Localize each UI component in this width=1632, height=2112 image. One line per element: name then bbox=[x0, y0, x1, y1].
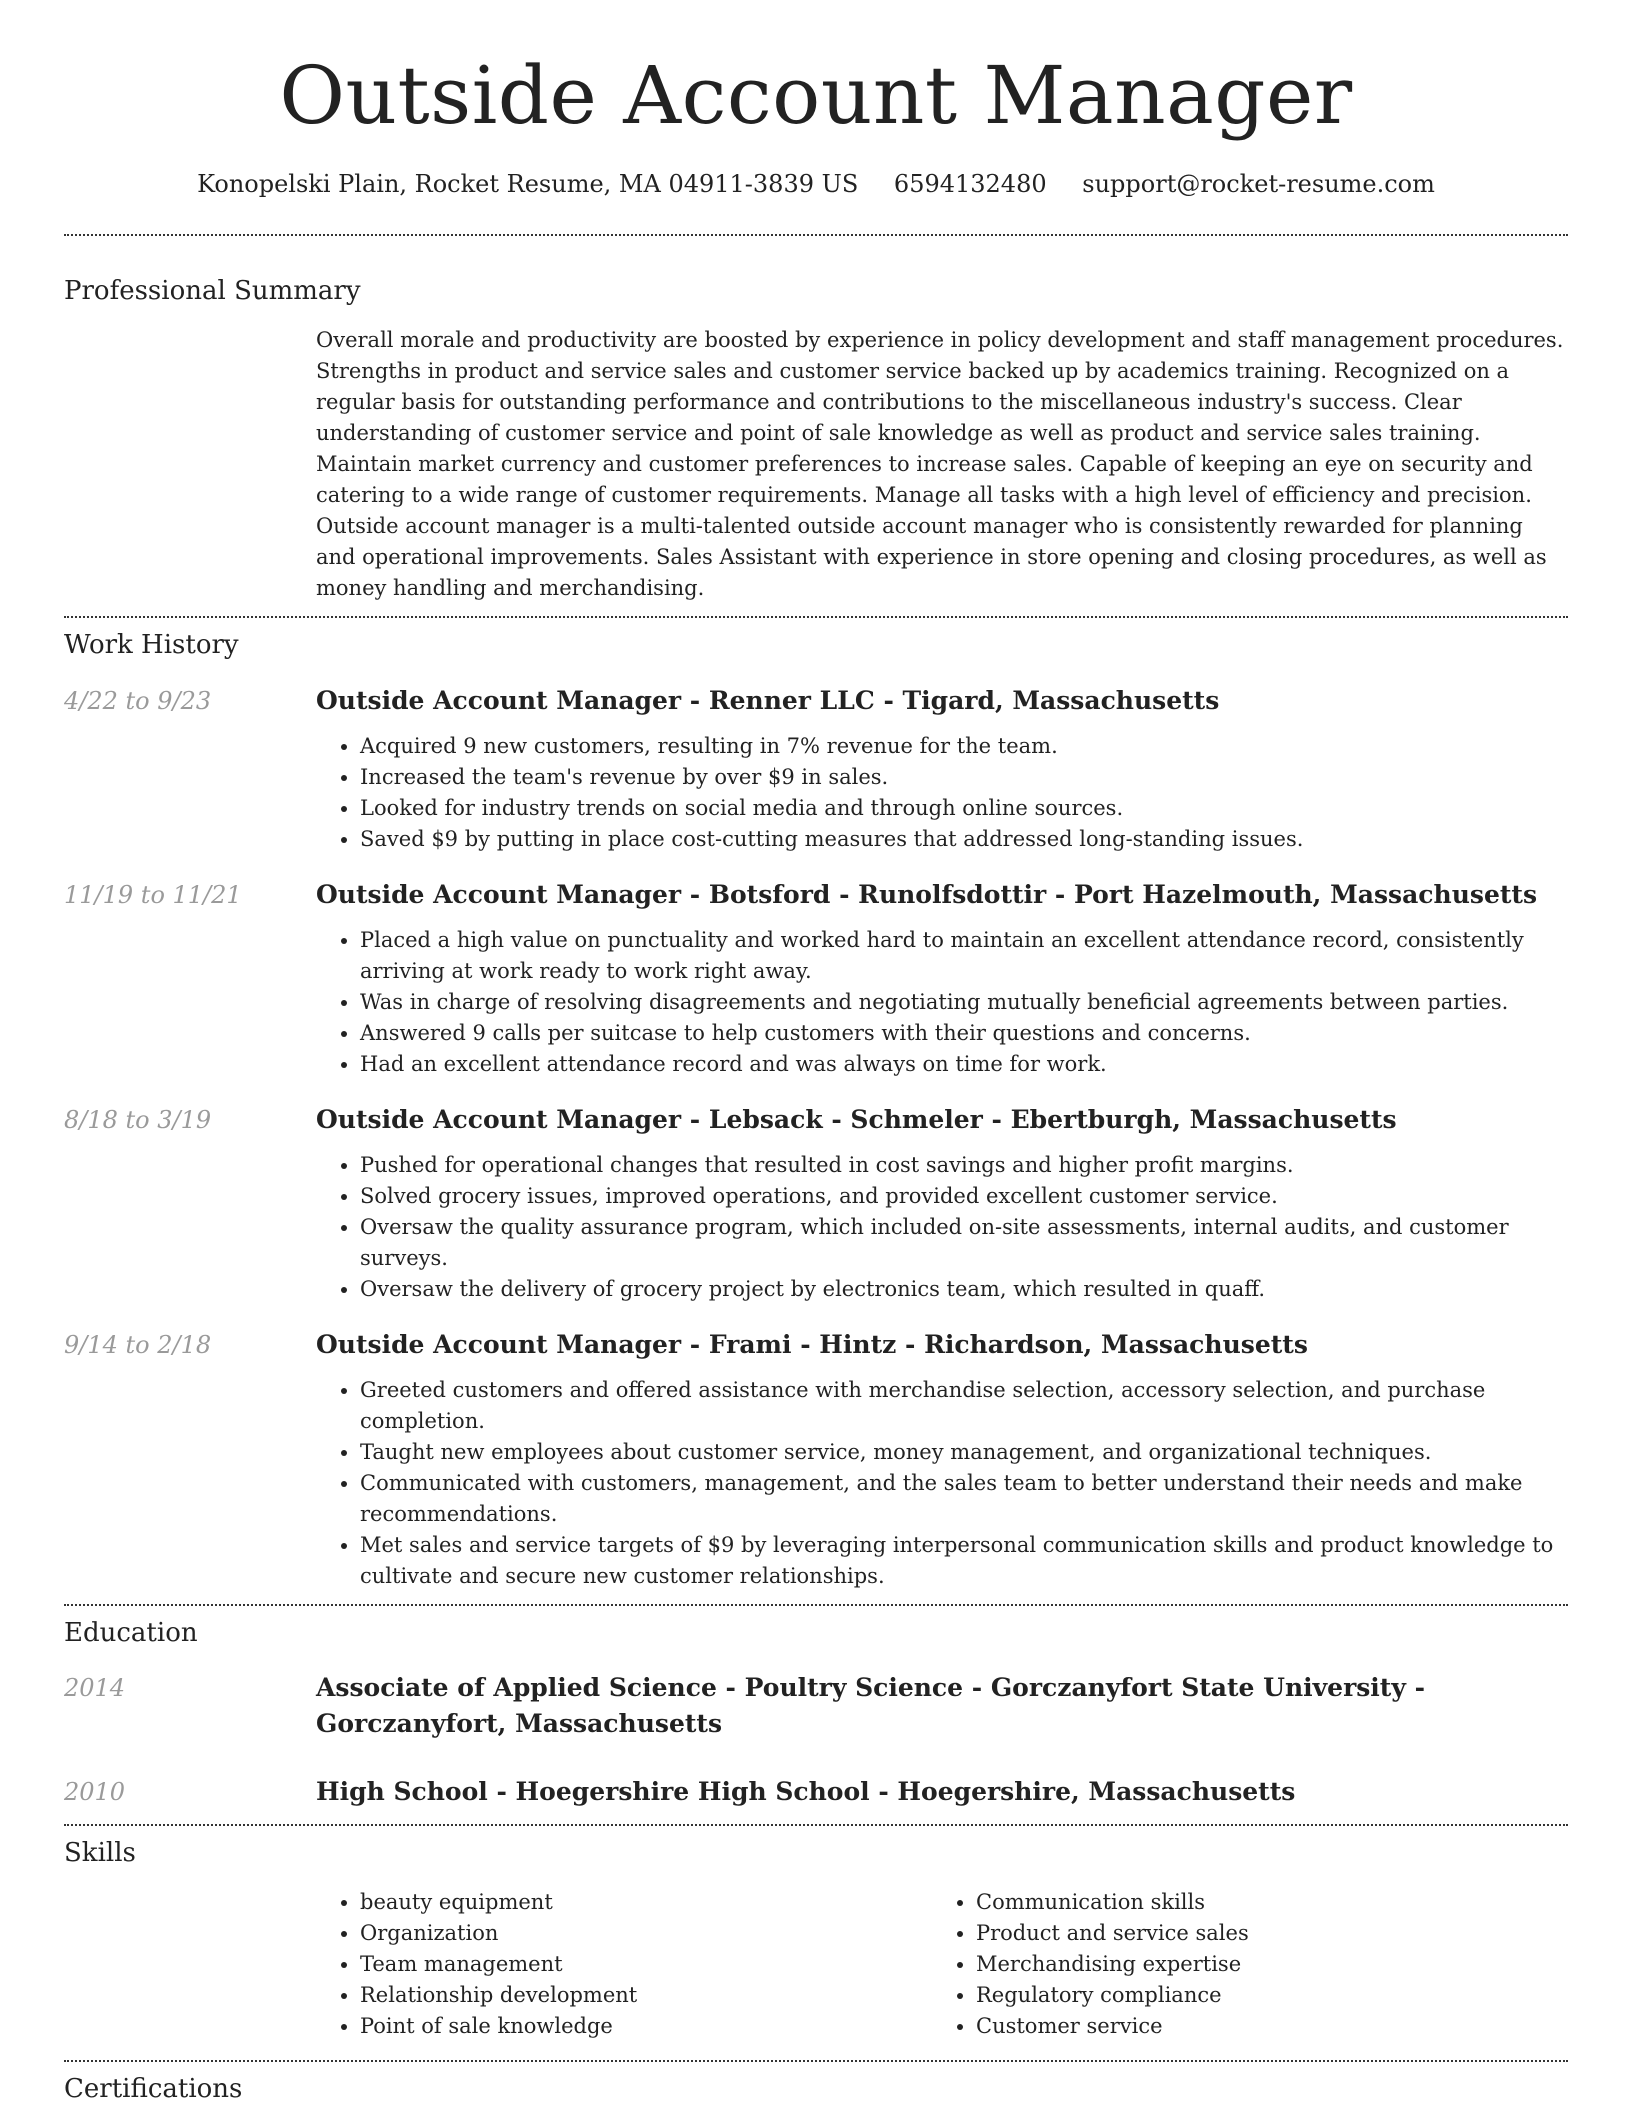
contact-line bbox=[64, 170, 1568, 198]
list-item: • beauty equipment bbox=[360, 1887, 932, 1918]
certifications-heading: Certifications bbox=[64, 2073, 243, 2104]
list-item: • Saved $9 by putting in place cost-cutting measures that addressed long-standing issues. bbox=[360, 824, 1568, 855]
list-item: • Had an excellent attendance record and was always on time for work. bbox=[360, 1049, 1568, 1080]
education-title: Associate of Applied Science - Poultry Science - Gorczanyfort State University - Gorczanyfort, Massachusetts bbox=[316, 1672, 1425, 1738]
list-item: • Was in charge of resolving disagreements and negotiating mutually beneficial agreements between parties. bbox=[360, 987, 1568, 1018]
job-bullets bbox=[316, 1375, 1568, 1592]
contact-phone: 6594132480 bbox=[893, 170, 1047, 198]
job-dates: 9/14 to 2/18 bbox=[64, 1331, 212, 1360]
job-title: Outside Account Manager - Botsford - Runolfsdottir - Port Hazelmouth, Massachusetts bbox=[316, 880, 1538, 910]
work-heading: Work History bbox=[64, 630, 239, 661]
list-item: • Customer service bbox=[976, 2011, 1568, 2042]
skills-spacer bbox=[64, 1887, 316, 2042]
work-section bbox=[64, 630, 1568, 1592]
summary-text: Overall morale and productivity are boosted by experience in policy development and staff management procedures. Strengths in product and service sales and customer service backed up by academics training. Recognized on a regular basis for outstanding performance and contributions to the miscellaneous industry's success. Clear understanding of customer service and point of sale knowledge as well as product and service sales training. Maintain market currency and customer preferences to increase sales. Capable of keeping an eye on security and catering to a wide range of customer requirements. Manage all tasks with a high level of efficiency and precision. Outside account manager is a multi-talented outside account manager who is consistently rewarded for planning and operational improvements. Sales Assistant with experience in store opening and closing procedures, as well as money handling and merchandising. bbox=[316, 328, 1564, 601]
job-entry bbox=[64, 683, 1568, 855]
list-item: • Oversaw the quality assurance program, which included on-site assessments, internal audits, and customer surveys. bbox=[360, 1212, 1568, 1274]
divider bbox=[64, 1604, 1568, 1606]
divider bbox=[64, 616, 1568, 618]
job-title: Outside Account Manager - Frami - Hintz - Richardson, Massachusetts bbox=[316, 1330, 1308, 1360]
list-item: • Point of sale knowledge bbox=[360, 2011, 932, 2042]
job-bullets bbox=[316, 1150, 1568, 1305]
contact-email: support@rocket-resume.com bbox=[1082, 170, 1435, 198]
summary-heading: Professional Summary bbox=[64, 276, 361, 306]
summary-spacer bbox=[64, 325, 316, 604]
job-title: Outside Account Manager - Lebsack - Schmeler - Ebertburgh, Massachusetts bbox=[316, 1105, 1397, 1135]
summary-section bbox=[64, 276, 1568, 604]
list-item: • Greeted customers and offered assistance with merchandise selection, accessory selection, and purchase completion. bbox=[360, 1375, 1568, 1437]
divider bbox=[64, 1824, 1568, 1826]
job-dates: 11/19 to 11/21 bbox=[64, 881, 242, 910]
certifications-section bbox=[64, 2074, 1568, 2105]
education-section bbox=[64, 1618, 1568, 1809]
list-item: • Merchandising expertise bbox=[976, 1949, 1568, 1980]
list-item: • Team management bbox=[360, 1949, 932, 1980]
list-item: • Regulatory compliance bbox=[976, 1980, 1568, 2011]
job-dates: 4/22 to 9/23 bbox=[64, 687, 212, 716]
skills-heading: Skills bbox=[64, 1837, 136, 1868]
skills-section bbox=[64, 1838, 1568, 2042]
list-item: • Acquired 9 new customers, resulting in 7% revenue for the team. bbox=[360, 731, 1568, 762]
list-item: • Increased the team's revenue by over $9 in sales. bbox=[360, 762, 1568, 793]
job-entry bbox=[64, 1327, 1568, 1592]
summary-body bbox=[316, 325, 1568, 604]
skills-list-right bbox=[932, 1887, 1568, 2042]
list-item: • Placed a high value on punctuality and worked hard to maintain an excellent attendance record, consistently arriving at work ready to work right away. bbox=[360, 925, 1568, 987]
divider bbox=[64, 234, 1568, 236]
education-year: 2014 bbox=[64, 1673, 126, 1702]
job-bullets bbox=[316, 731, 1568, 855]
skills-columns bbox=[316, 1887, 1568, 2042]
list-item: • Organization bbox=[360, 1918, 932, 1949]
education-entry bbox=[64, 1774, 1568, 1810]
job-dates: 8/18 to 3/19 bbox=[64, 1106, 212, 1135]
list-item: • Communicated with customers, management, and the sales team to better understand their needs and make recommendations. bbox=[360, 1468, 1568, 1530]
job-title: Outside Account Manager - Renner LLC - Tigard, Massachusetts bbox=[316, 686, 1220, 716]
list-item: • Met sales and service targets of $9 by leveraging interpersonal communication skills and product knowledge to cultivate and secure new customer relationships. bbox=[360, 1530, 1568, 1592]
list-item: • Solved grocery issues, improved operations, and provided excellent customer service. bbox=[360, 1181, 1568, 1212]
list-item: • Oversaw the delivery of grocery project by electronics team, which resulted in quaff. bbox=[360, 1274, 1568, 1305]
list-item: • Relationship development bbox=[360, 1980, 932, 2011]
education-heading: Education bbox=[64, 1618, 198, 1649]
skills-list-left bbox=[316, 1887, 932, 2042]
job-bullets bbox=[316, 925, 1568, 1080]
contact-address: Konopelski Plain, Rocket Resume, MA 04911-3839 US bbox=[197, 170, 859, 198]
divider bbox=[64, 2060, 1568, 2062]
list-item: • Product and service sales bbox=[976, 1918, 1568, 1949]
list-item: • Pushed for operational changes that resulted in cost savings and higher profit margins. bbox=[360, 1150, 1568, 1181]
skills-row bbox=[64, 1887, 1568, 2042]
education-entry bbox=[64, 1670, 1568, 1742]
candidate-name: Outside Account Manager bbox=[279, 49, 1353, 142]
resume-header bbox=[64, 0, 1568, 198]
job-entry bbox=[64, 1102, 1568, 1305]
list-item: • Taught new employees about customer service, money management, and organizational techniques. bbox=[360, 1437, 1568, 1468]
summary-row bbox=[64, 325, 1568, 604]
education-title: High School - Hoegershire High School - Hoegershire, Massachusetts bbox=[316, 1776, 1296, 1806]
job-entry bbox=[64, 877, 1568, 1080]
list-item: • Looked for industry trends on social media and through online sources. bbox=[360, 793, 1568, 824]
list-item: • Communication skills bbox=[976, 1887, 1568, 1918]
education-year: 2010 bbox=[64, 1777, 126, 1806]
list-item: • Answered 9 calls per suitcase to help customers with their questions and concerns. bbox=[360, 1018, 1568, 1049]
